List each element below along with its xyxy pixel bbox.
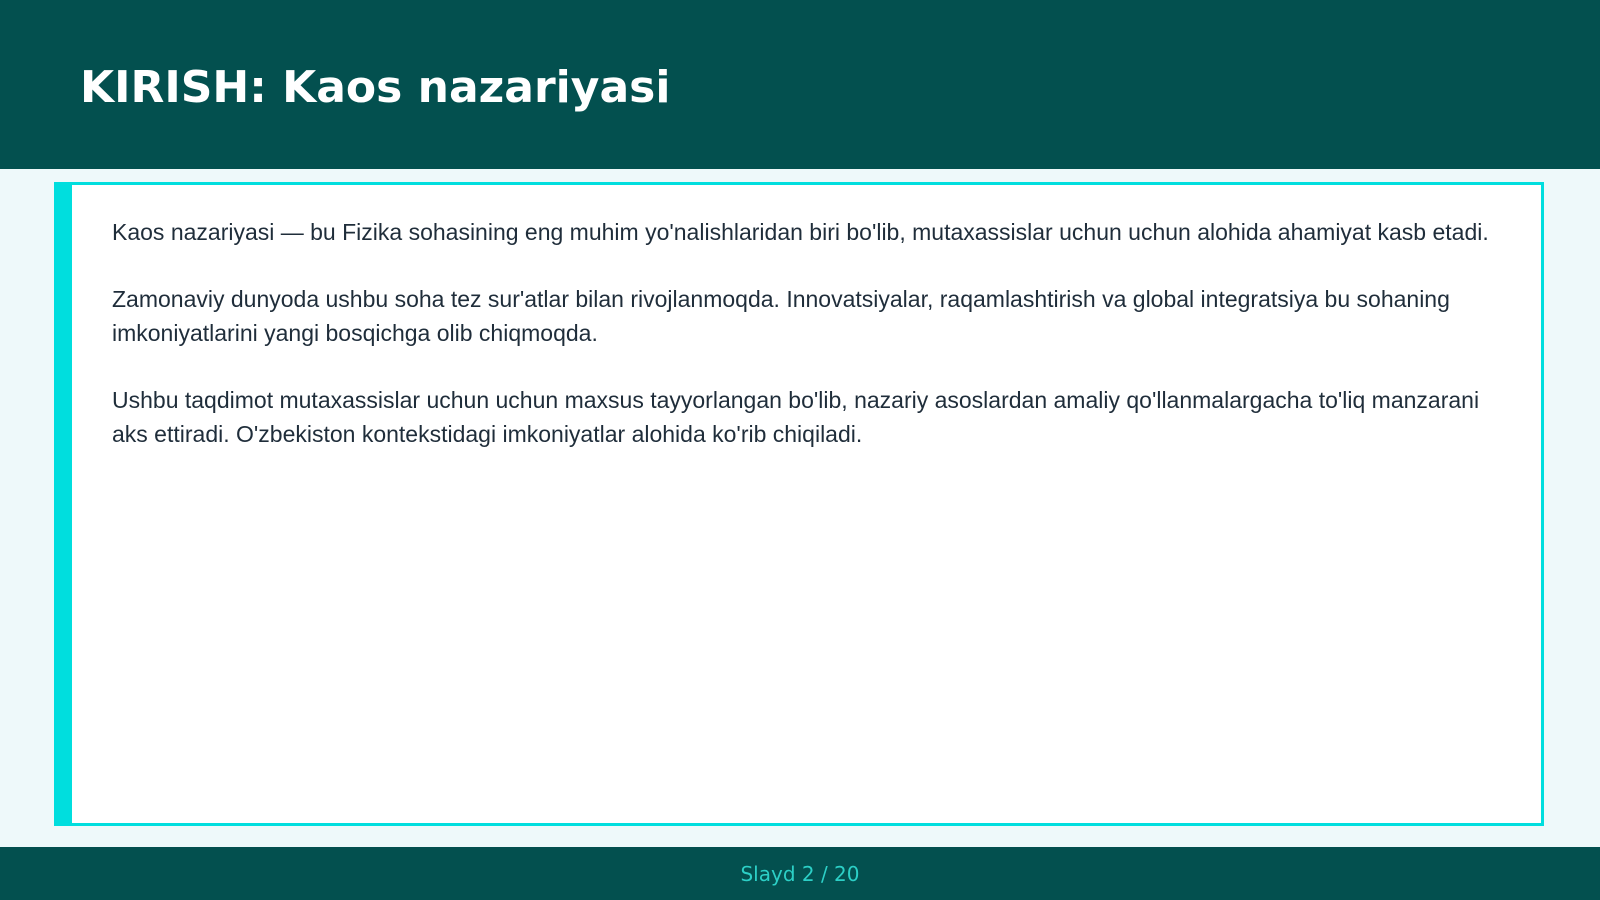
slide-number: Slayd 2 / 20 xyxy=(740,861,860,886)
slide-title: KIRISH: Kaos nazariyasi xyxy=(80,62,671,113)
content-text xyxy=(112,215,1512,484)
slide-footer xyxy=(0,847,1600,900)
paragraph-3: Ushbu taqdimot mutaxassislar uchun uchun maxsus tayyorlangan bo'lib, nazariy asoslardan amaliy qo'llanmalargacha to'liq manzarani aks ettiradi. O'zbekiston kontekstidagi imkoniyatlar alohida ko'rib chiqiladi. xyxy=(112,387,1480,447)
slide-header xyxy=(0,0,1600,169)
content-box xyxy=(54,182,1544,826)
paragraph-1: Kaos nazariyasi — bu Fizika sohasining eng muhim yo'nalishlaridan biri bo'lib, mutaxassislar uchun uchun alohida ahamiyat kasb etadi. xyxy=(112,219,1489,245)
paragraph-2: Zamonaviy dunyoda ushbu soha tez sur'atlar bilan rivojlanmoqda. Innovatsiyalar, raqamlashtirish va global integratsiya bu sohaning imkoniyatlarini yangi bosqichga olib chiqmoqda. xyxy=(112,286,1450,346)
